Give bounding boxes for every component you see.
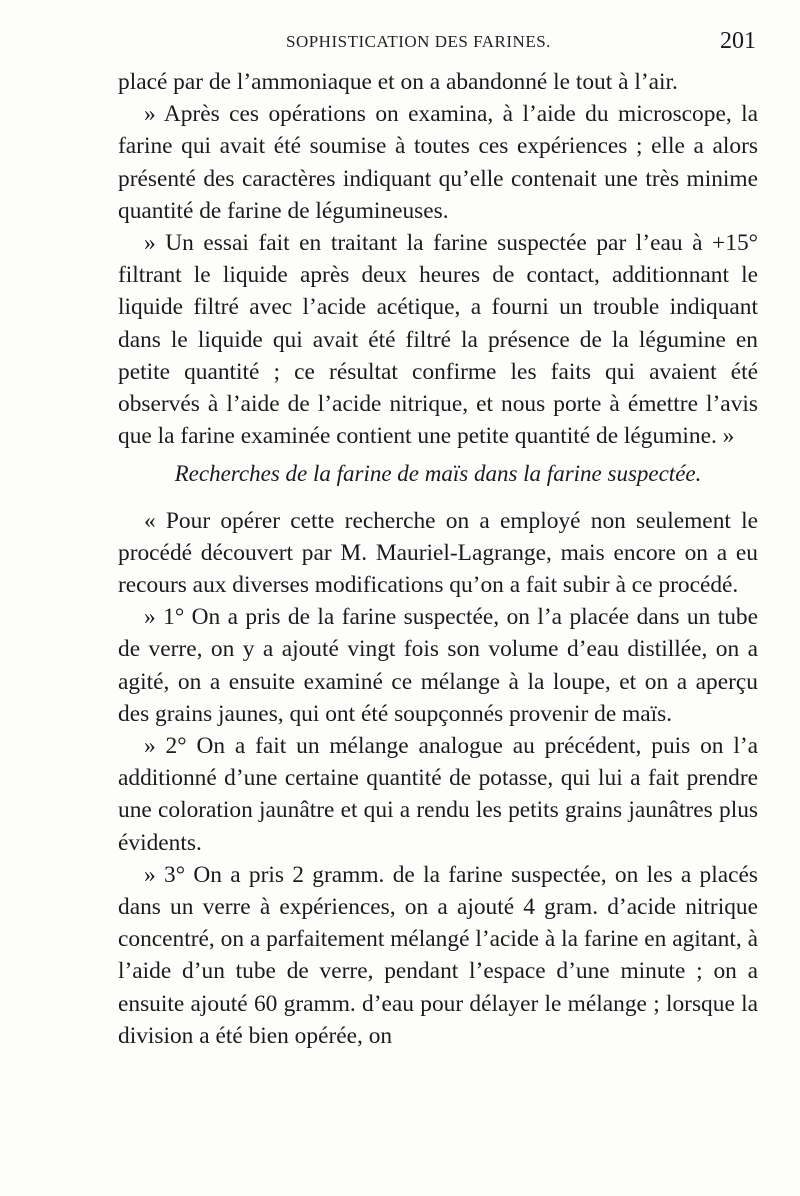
paragraph-step-3: » 3° On a pris 2 gramm. de la farine suspectée, on les a placés dans un verre à expériences, on a ajouté 4 gram. d’acide nitrique concentré, on a parfaitement mélangé l’acide à la farine en agitant, à l’aide d’un tube de verre, pendant l’espace d’une minute ; on a ensuite ajouté 60 gramm. d’eau pour délayer le mélange ; lorsque la division a été bien opérée, on: [118, 861, 758, 1049]
running-title: SOPHISTICATION DES FARINES.: [286, 32, 551, 51]
section-heading: Recherches de la farine de maïs dans la farine suspectée.: [174, 461, 702, 487]
body-text: [118, 66, 758, 1052]
paragraph-continuation: placé par de l’ammoniaque et on a abandonné le tout à l’air.: [118, 69, 678, 95]
paragraph-recherche: « Pour opérer cette recherche on a employé non seulement le procédé découvert par M. Mauriel-Lagrange, mais encore on a eu recours aux diverses modifications qu’on a fait subir à ce procédé.: [118, 507, 758, 599]
page-number: 201: [720, 28, 756, 54]
paragraph-essai-eau: » Un essai fait en traitant la farine suspectée par l’eau à +15° filtrant le liquide après deux heures de contact, additionnant le liquide filtré avec l’acide acétique, a fourni un trouble indiquant dans le liquide qui avait été filtré la présence de la légumine en petite quantité ; ce résultat confirme les faits qui avaient été observés à l’aide de l’acide nitrique, et nous porte à émettre l’avis que la farine examinée contient une petite quantité de légumine. »: [118, 230, 758, 450]
paragraph-microscope: » Après ces opérations on examina, à l’aide du microscope, la farine qui avait été soumise à toutes ces expériences ; elle a alors présenté des caractères indiquant qu’elle contenait une très minime quantité de farine de légumineuses.: [118, 101, 758, 224]
paragraph-step-2: » 2° On a fait un mélange analogue au précédent, puis on l’a additionné d’une certaine quantité de potasse, qui lui a fait prendre une coloration jaunâtre et qui a rendu les petits grains jaunâtres plus évidents.: [118, 733, 758, 856]
running-head: [118, 30, 756, 60]
paragraph-step-1: » 1° On a pris de la farine suspectée, on l’a placée dans un tube de verre, on y a ajouté vingt fois son volume d’eau distillée, on a agité, on a ensuite examiné ce mélange à la loupe, et on a aperçu des grains jaunes, qui ont été soupçonnés provenir de maïs.: [118, 604, 758, 727]
